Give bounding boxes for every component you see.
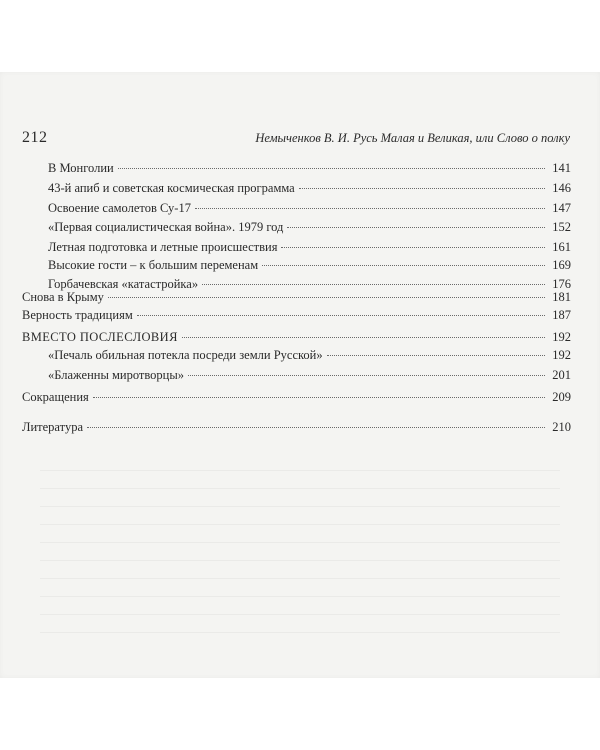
toc-entry-page: 146 bbox=[552, 181, 571, 195]
show-through-text bbox=[40, 470, 560, 660]
toc-entry-page: 187 bbox=[552, 308, 571, 322]
toc-dot-leader bbox=[87, 427, 545, 428]
toc-entry-title: 43-й апиб и советская космическая программа bbox=[48, 181, 295, 195]
toc-entry-page: 176 bbox=[552, 277, 571, 291]
toc-dot-leader bbox=[137, 315, 545, 316]
toc-entry-page: 161 bbox=[552, 240, 571, 254]
toc-entry-title: Летная подготовка и летные происшествия bbox=[48, 240, 278, 254]
toc-entry-title: Снова в Крыму bbox=[22, 290, 104, 304]
toc-dot-leader bbox=[327, 355, 545, 356]
toc-entry bbox=[22, 330, 571, 348]
toc-entry-title: «Блаженны миротворцы» bbox=[48, 368, 185, 382]
toc-entry-page: 141 bbox=[552, 161, 571, 175]
toc-entry bbox=[22, 258, 571, 276]
toc-entry-title: «Печаль обильная потекла посреди земли Русской» bbox=[48, 348, 323, 362]
toc-dot-leader bbox=[202, 284, 545, 285]
toc-entry-title: Высокие гости – к большим переменам bbox=[48, 258, 259, 272]
page-number: 212 bbox=[22, 129, 48, 146]
toc-entry bbox=[22, 348, 571, 366]
toc-entry bbox=[22, 390, 571, 408]
toc-entry-page: 210 bbox=[552, 420, 571, 434]
toc-entry bbox=[22, 420, 571, 438]
running-header bbox=[22, 129, 570, 151]
toc-entry bbox=[22, 220, 571, 238]
toc-dot-leader bbox=[118, 168, 545, 169]
toc-entry bbox=[22, 290, 571, 308]
toc-dot-leader bbox=[195, 208, 545, 209]
toc-dot-leader bbox=[182, 337, 545, 338]
toc-entry bbox=[22, 368, 571, 386]
toc-entry bbox=[22, 161, 571, 179]
toc-entry-page: 169 bbox=[552, 258, 571, 272]
toc-entry-page: 201 bbox=[552, 368, 571, 382]
toc-entry-title: В Монголии bbox=[48, 161, 114, 175]
toc-entry-page: 147 bbox=[552, 201, 571, 215]
toc-entry-title: Литература bbox=[22, 420, 83, 434]
toc-entry-page: 192 bbox=[552, 330, 571, 344]
toc-dot-leader bbox=[93, 397, 545, 398]
toc-dot-leader bbox=[299, 188, 545, 189]
toc-entry-page: 192 bbox=[552, 348, 571, 362]
toc-entry-title: Верность традициям bbox=[22, 308, 133, 322]
toc-entry-title: Горбачевская «катастройка» bbox=[48, 277, 199, 291]
toc-entry bbox=[22, 308, 571, 326]
toc-entry bbox=[22, 240, 571, 258]
toc-dot-leader bbox=[188, 375, 545, 376]
running-title: Немыченков В. И. Русь Малая и Великая, или Слово о полку bbox=[255, 131, 570, 145]
toc-dot-leader bbox=[281, 247, 545, 248]
toc-entry-page: 152 bbox=[552, 220, 571, 234]
toc-entry bbox=[22, 201, 571, 219]
toc-entry-page: 181 bbox=[552, 290, 571, 304]
toc-entry-title: «Первая социалистическая война». 1979 год bbox=[48, 220, 284, 234]
toc-dot-leader bbox=[108, 297, 545, 298]
toc-entry-page: 209 bbox=[552, 390, 571, 404]
toc-dot-leader bbox=[287, 227, 545, 228]
toc-dot-leader bbox=[262, 265, 545, 266]
toc-entry-title: ВМЕСТО ПОСЛЕСЛОВИЯ bbox=[22, 330, 178, 344]
toc-entry bbox=[22, 181, 571, 199]
toc-entry-title: Освоение самолетов Су-17 bbox=[48, 201, 191, 215]
toc-entry-title: Сокращения bbox=[22, 390, 89, 404]
